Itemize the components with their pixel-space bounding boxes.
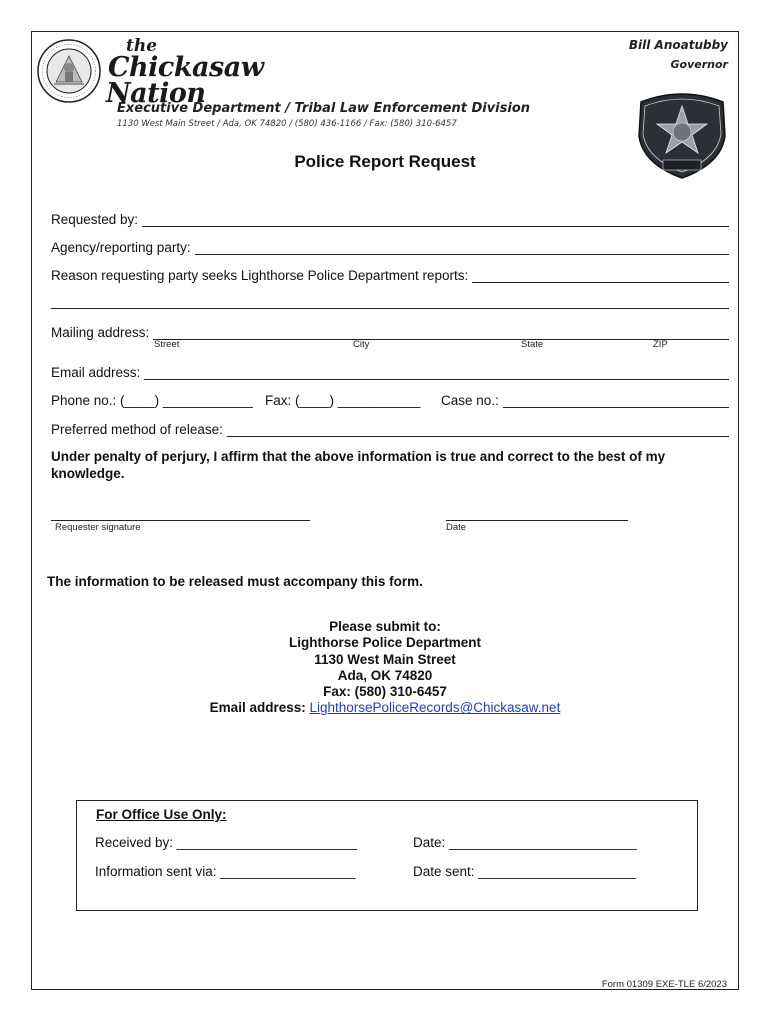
date-sent-field[interactable]: Date sent: _____________________ <box>413 864 636 879</box>
governor-name: Bill Anoatubby <box>628 38 728 52</box>
reason-field[interactable] <box>472 268 729 283</box>
release-note: The information to be released must accompany this form. <box>47 574 423 589</box>
release-method-row <box>51 419 729 437</box>
phone-field[interactable]: Phone no.: (____) ____________ <box>51 393 253 408</box>
street-caption: Street <box>154 339 180 350</box>
release-method-field[interactable] <box>227 422 729 437</box>
mailing-label: Mailing address: <box>51 325 150 340</box>
city-caption: City <box>353 339 370 350</box>
department-title: Executive Department / Tribal Law Enforcement Division <box>117 101 531 116</box>
reason-label: Reason requesting party seeks Lighthorse Police Department reports: <box>51 268 469 283</box>
affirmation-text: Under penalty of perjury, I affirm that the above information is true and correct to the best of my knowledge. <box>51 449 666 481</box>
submit-block <box>0 619 770 717</box>
signature-caption: Requester signature <box>55 522 141 533</box>
department-address: 1130 West Main Street / Ada, OK 74820 / (580) 436-1166 / Fax: (580) 310-6457 <box>117 119 457 129</box>
office-date-field[interactable]: Date: _________________________ <box>413 835 637 850</box>
chickasaw-seal-icon <box>36 38 102 104</box>
zip-caption: ZIP <box>653 339 668 350</box>
signature-field[interactable] <box>51 519 310 521</box>
agency-field[interactable] <box>195 240 729 255</box>
email-field[interactable] <box>144 365 729 380</box>
agency-label: Agency/reporting party: <box>51 240 191 255</box>
requested-by-label: Requested by: <box>51 212 139 227</box>
submit-heading: Please submit to: <box>329 619 441 634</box>
mailing-field[interactable] <box>153 325 729 340</box>
signature-date-field[interactable] <box>446 519 628 521</box>
email-row <box>51 362 729 380</box>
submit-street: 1130 West Main Street <box>314 651 456 667</box>
submit-email-label: Email address: <box>209 700 306 716</box>
reason-row <box>51 265 729 283</box>
office-use-title: For Office Use Only: <box>96 807 227 822</box>
governor-title: Governor <box>670 58 728 71</box>
case-label: Case no.: <box>441 393 499 408</box>
received-by-field[interactable]: Received by: ________________________ <box>95 835 357 850</box>
reason-row-continued <box>51 291 729 309</box>
signature-date-caption: Date <box>446 522 467 533</box>
email-label: Email address: <box>51 365 141 380</box>
submit-city: Ada, OK 74820 <box>337 667 433 683</box>
agency-row <box>51 237 729 255</box>
fax-field[interactable]: Fax: (____) ___________ <box>265 393 421 408</box>
requested-by-field[interactable] <box>142 212 729 227</box>
state-caption: State <box>521 339 544 350</box>
phone-fax-case-row <box>51 390 729 408</box>
submit-dept: Lighthorse Police Department <box>288 635 482 651</box>
submit-email-row <box>0 700 770 716</box>
form-number: Form 01309 EXE-TLE 6/2023 <box>601 979 727 990</box>
case-field[interactable] <box>503 393 729 408</box>
release-method-label: Preferred method of release: <box>51 422 223 437</box>
chickasaw-nation-logo: the Chickasaw Nation <box>106 36 264 109</box>
requested-by-row <box>51 209 729 227</box>
mailing-row <box>51 322 729 340</box>
info-sent-via-field[interactable]: Information sent via: __________________ <box>95 864 356 879</box>
reason-field-line2[interactable] <box>51 294 729 309</box>
governor-block <box>629 38 728 71</box>
submit-fax: Fax: (580) 310-6457 <box>323 684 447 700</box>
submit-email-link[interactable]: LighthorsePoliceRecords@Chickasaw.net <box>309 700 561 716</box>
form-title: Police Report Request <box>294 152 476 171</box>
